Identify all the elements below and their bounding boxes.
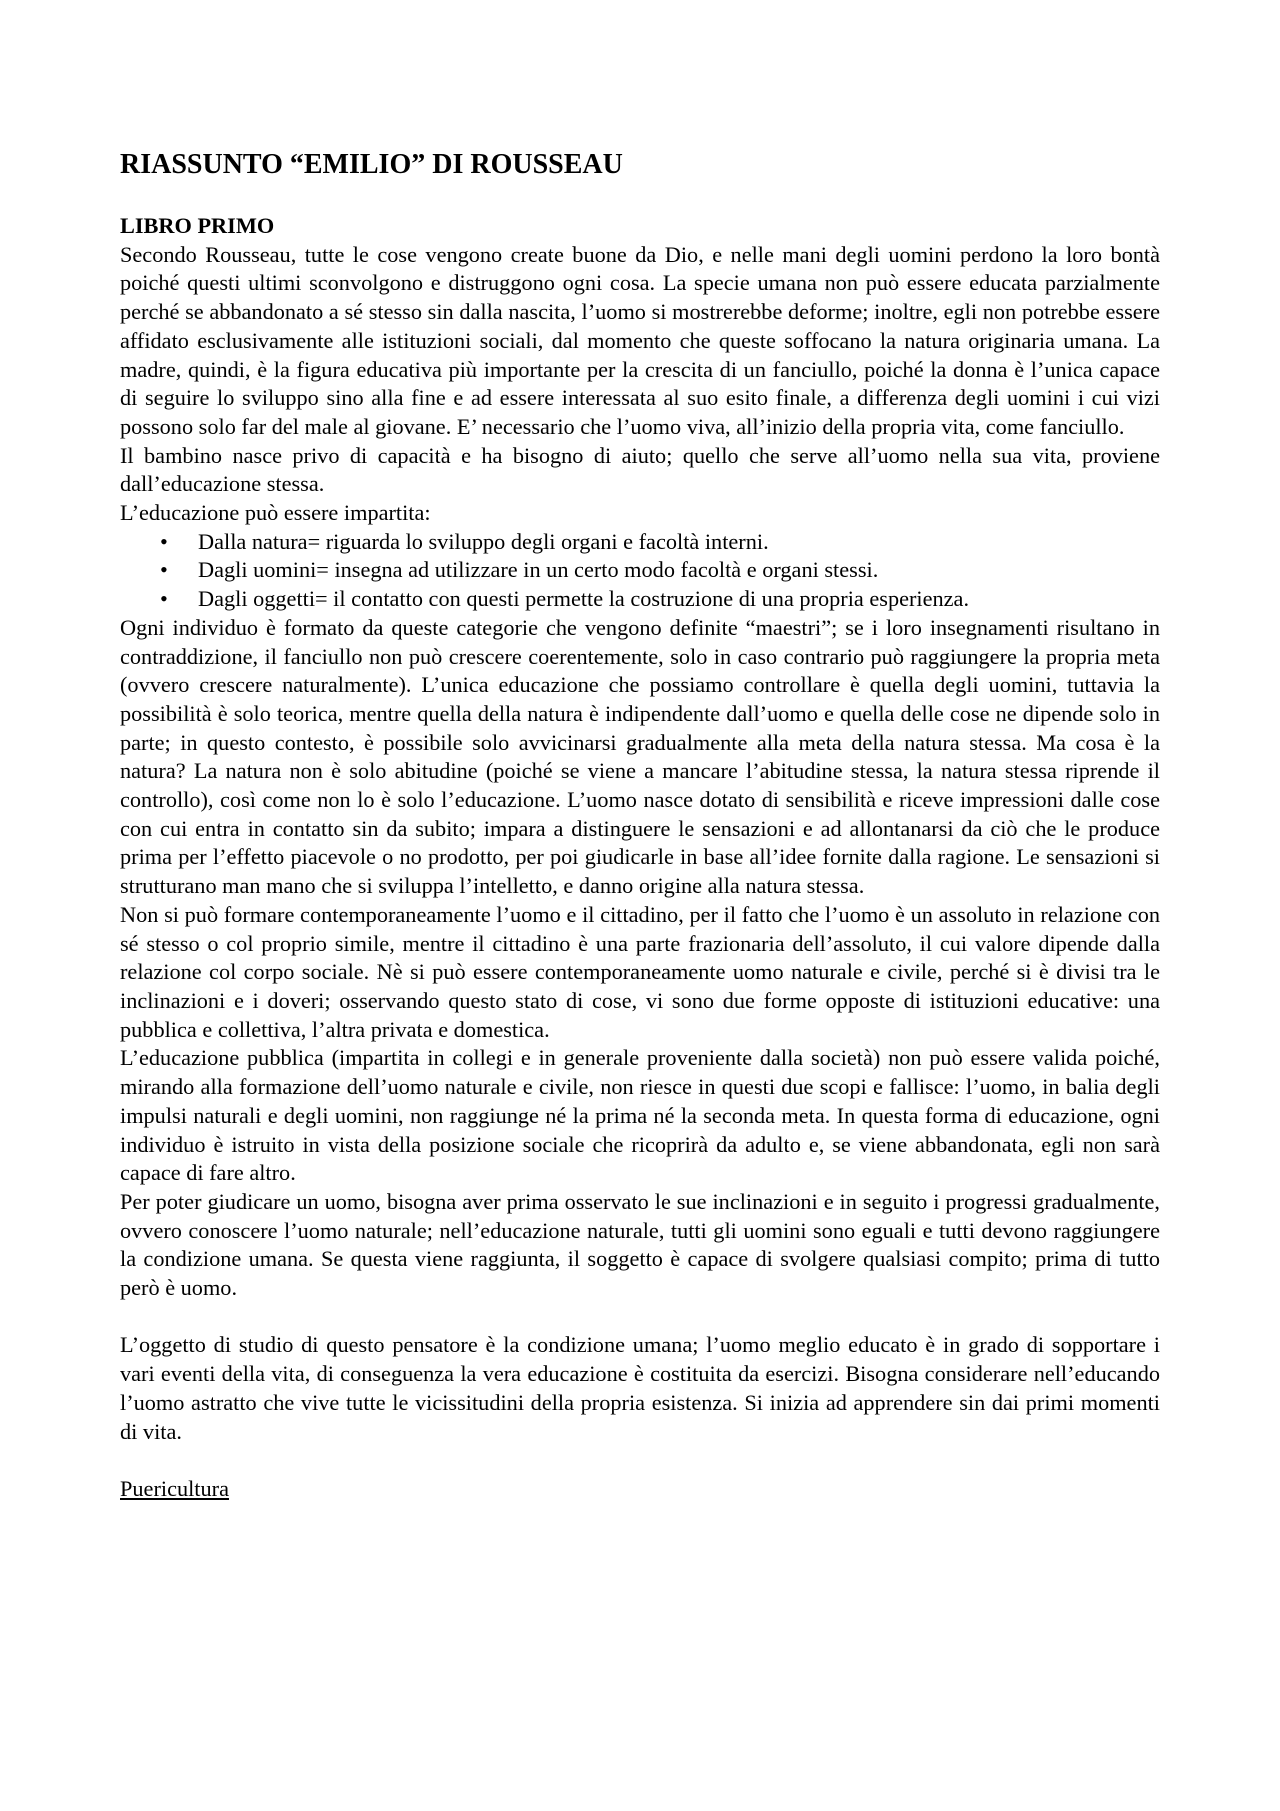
paragraph-5: Non si può formare contemporaneamente l’uomo e il cittadino, per il fatto che l’uomo è un assoluto in relazione con sé stesso o col proprio simile, mentre il cittadino è una parte frazionaria dell’assoluto, il cui valore dipende dalla relazione col corpo sociale. Nè si può essere contemporaneamente uomo naturale e civile, perché si è divisi tra le inclinazioni e i doveri; osservando questo stato di cose, vi sono due forme opposte di istituzioni educative: una pubblica e collettiva, l’altra privata e domestica. xyxy=(120,901,1160,1042)
paragraph-7: Per poter giudicare un uomo, bisogna aver prima osservato le sue inclinazioni e in seguito i progressi gradualmente, ovvero conoscere l’uomo naturale; nell’educazione naturale, tutti gli uomini sono eguali e tutti devono raggiungere la condizione umana. Se questa viene raggiunta, il soggetto è capace di svolgere qualsiasi compito; prima di tutto però è uomo. xyxy=(120,1188,1160,1301)
document-title: RIASSUNTO “EMILIO” DI ROUSSEAU xyxy=(120,149,623,180)
section-heading: LIBRO PRIMO xyxy=(120,213,275,238)
paragraph-2: Il bambino nasce privo di capacità e ha bisogno di aiuto; quello che serve all’uomo nella sua vita, proviene dall’educazione stessa. xyxy=(120,442,1160,497)
spacer xyxy=(120,1303,1160,1332)
list-item: • Dalla natura= riguarda lo sviluppo degli organi e facoltà interni. xyxy=(198,528,1160,557)
education-sources-list xyxy=(120,528,1160,614)
paragraph-8: L’oggetto di studio di questo pensatore è la condizione umana; l’uomo meglio educato è in grado di sopportare i vari eventi della vita, di conseguenza la vera educazione è costituita da esercizi. Bisogna considerare nell’educando l’uomo astratto che vive tutte le vicissitudini della propria esistenza. Si inizia ad apprendere sin dai primi momenti di vita. xyxy=(120,1332,1160,1444)
list-item: • Dagli uomini= insegna ad utilizzare in un certo modo facoltà e organi stessi. xyxy=(198,556,1160,585)
paragraph-1: Secondo Rousseau, tutte le cose vengono create buone da Dio, e nelle mani degli uomini perdono la loro bontà poiché questi ultimi sconvolgono e distruggono ogni cosa. La specie umana non può essere educata parzialmente perché se abbandonato a sé stesso sin dalla nascita, l’uomo si mostrerebbe deforme; inoltre, egli non potrebbe essere affidato esclusivamente alle istituzioni sociali, dal momento che queste soffocano la natura originaria umana. La madre, quindi, è la figura educativa più importante per la crescita di un fanciullo, poiché la donna è l’unica capace di seguire lo sviluppo sino alla fine e ad essere interessata al suo esito finale, a differenza degli uomini i cui vizi possono solo far del male al giovane. E’ necessario che l’uomo viva, all’inizio della propria vita, come fanciullo. xyxy=(120,241,1160,439)
document-page xyxy=(120,148,1160,1504)
paragraph-4: Ogni individuo è formato da queste categorie che vengono definite “maestri”; se i loro insegnamenti risultano in contraddizione, il fanciullo non può crescere coerentemente, solo in caso contrario può raggiungere la propria meta (ovvero crescere naturalmente). L’unica educazione che possiamo controllare è quella degli uomini, tuttavia la possibilità è solo teorica, mentre quella della natura è indipendente dall’uomo e quella delle cose ne dipende solo in parte; in questo contesto, è possibile solo avvicinarsi gradualmente alla meta della natura stessa. Ma cosa è la natura? La natura non è solo abitudine (poiché se viene a mancare l’abitudine stessa, la natura stessa riprende il controllo), così come non lo è solo l’educazione. L’uomo nasce dotato di sensibilità e riceve impressioni dalle cose con cui entra in contatto sin da subito; impara a distinguere le sensazioni e ad allontanarsi da ciò che le produce prima per l’effetto piacevole o no prodotto, per poi giudicarle in base all’idee fornite dalla ragione. Le sensazioni si strutturano man mano che si sviluppa l’intelletto, e danno origine alla natura stessa. xyxy=(120,614,1160,899)
list-item: • Dagli oggetti= il contatto con questi permette la costruzione di una propria esperienza. xyxy=(198,585,1160,614)
paragraph-3-intro: L’educazione può essere impartita: xyxy=(120,500,431,526)
paragraph-6: L’educazione pubblica (impartita in collegi e in generale proveniente dalla società) non può essere valida poiché, mirando alla formazione dell’uomo naturale e civile, non riesce in questi due scopi e fallisce: l’uomo, in balia degli impulsi naturali e degli uomini, non raggiunge né la prima né la seconda meta. In questa forma di educazione, ogni individuo è istruito in vista della posizione sociale che ricoprirà da adulto e, se viene abbandonata, egli non sarà capace di fare altro. xyxy=(120,1045,1160,1186)
subheading-puericultura: Puericultura xyxy=(120,1475,229,1501)
